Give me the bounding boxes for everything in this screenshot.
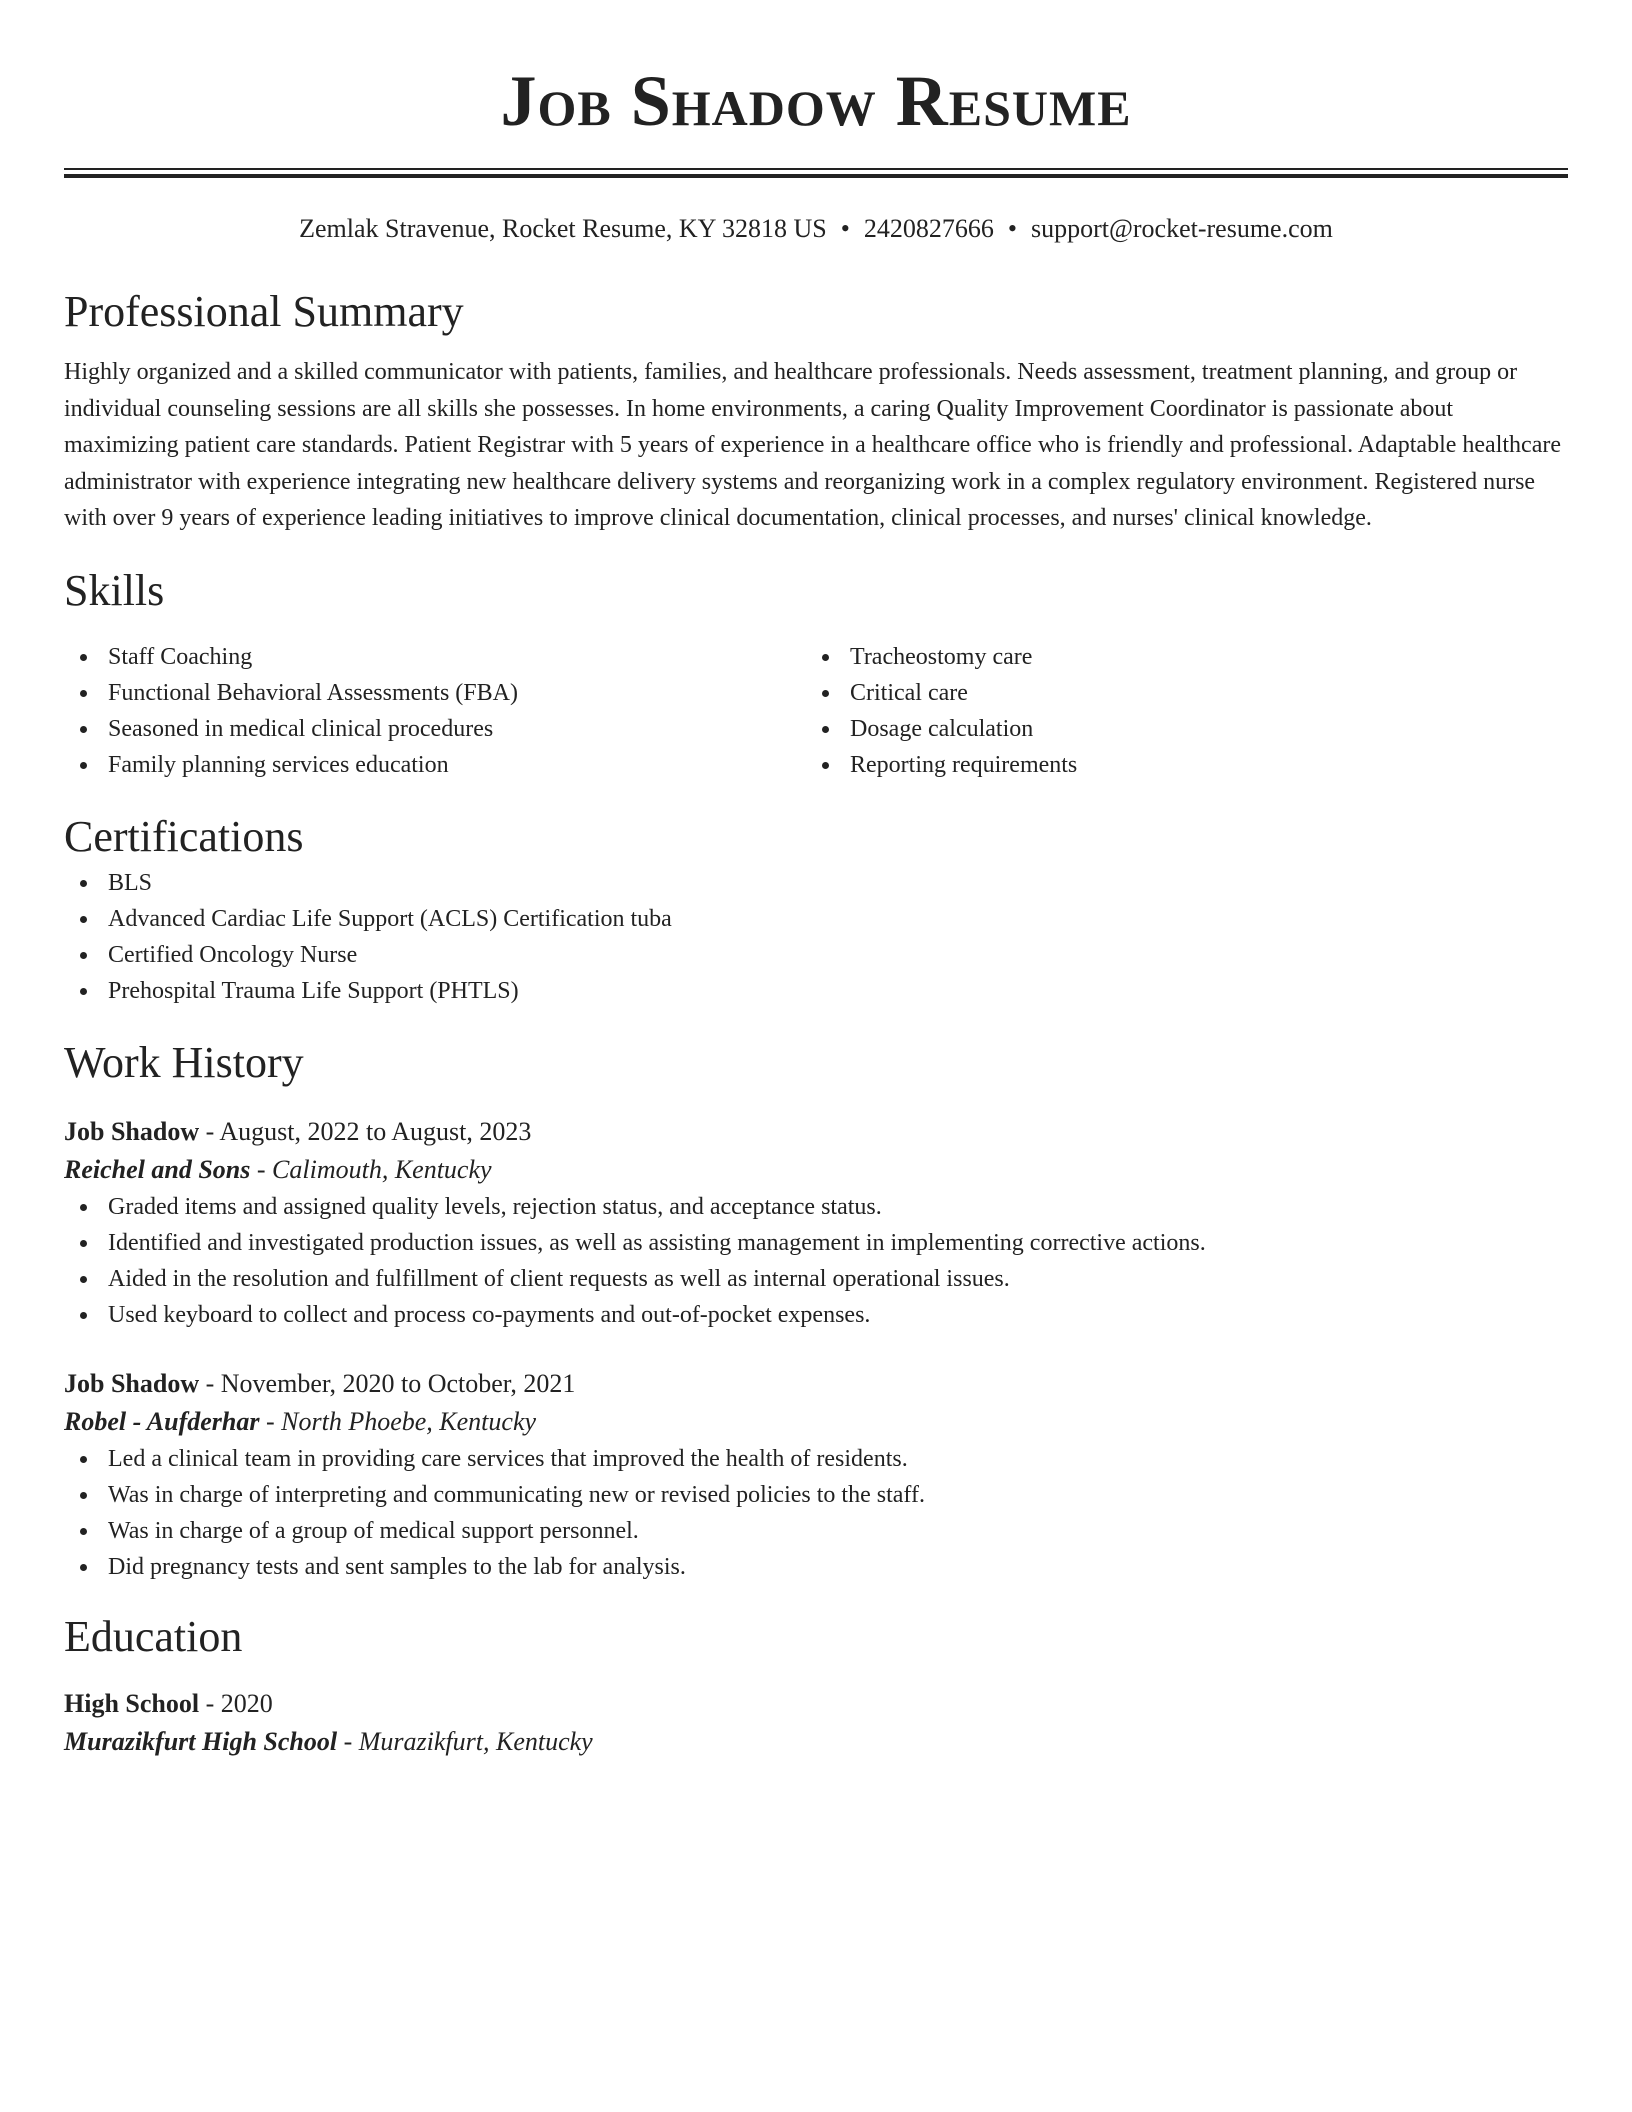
- skill-item: Dosage calculation: [806, 711, 1548, 747]
- skills-heading: Skills: [64, 565, 165, 615]
- skills-column-left: [64, 639, 806, 783]
- education-degree-line: [64, 1685, 1568, 1723]
- job-title-line: [64, 1365, 1568, 1403]
- skill-item: Family planning services education: [64, 747, 806, 783]
- job-duties: [64, 1189, 1568, 1333]
- resume-page: [64, 0, 1568, 1761]
- job-duty: Did pregnancy tests and sent samples to the lab for analysis.: [64, 1549, 1568, 1585]
- contact-separator: •: [840, 214, 850, 243]
- job-duty: Was in charge of interpreting and communicating new or revised policies to the staff.: [64, 1477, 1568, 1513]
- education-year: - 2020: [199, 1688, 273, 1718]
- skill-item: Tracheostomy care: [806, 639, 1548, 675]
- job-duty: Aided in the resolution and fulfillment of client requests as well as internal operational issues.: [64, 1261, 1568, 1297]
- contact-address: Zemlak Stravenue, Rocket Resume, KY 32818 US: [299, 214, 827, 243]
- job-duty: Was in charge of a group of medical support personnel.: [64, 1513, 1568, 1549]
- education-degree: High School: [64, 1688, 200, 1718]
- title-divider: [64, 168, 1568, 178]
- education-location: - Murazikfurt, Kentucky: [337, 1726, 593, 1756]
- skills-list: [64, 639, 1568, 783]
- certifications-list: [64, 865, 1568, 1009]
- job-title: Job Shadow: [64, 1116, 200, 1146]
- job-location: - Calimouth, Kentucky: [250, 1154, 492, 1184]
- job-title-line: [64, 1113, 1568, 1151]
- certification-item: BLS: [64, 865, 1568, 901]
- job-dates: - November, 2020 to October, 2021: [199, 1368, 576, 1398]
- job-duties: [64, 1441, 1568, 1585]
- skill-item: Critical care: [806, 675, 1548, 711]
- job-location: - North Phoebe, Kentucky: [259, 1406, 537, 1436]
- job-dates: - August, 2022 to August, 2023: [199, 1116, 532, 1146]
- skill-item: Reporting requirements: [806, 747, 1548, 783]
- certifications-heading: Certifications: [64, 811, 304, 861]
- skill-item: Functional Behavioral Assessments (FBA): [64, 675, 806, 711]
- skill-item: Staff Coaching: [64, 639, 806, 675]
- job-company: Robel - Aufderhar: [64, 1406, 260, 1436]
- job-duty: Used keyboard to collect and process co-payments and out-of-pocket expenses.: [64, 1297, 1568, 1333]
- work-history-heading: Work History: [64, 1037, 304, 1087]
- skill-item: Seasoned in medical clinical procedures: [64, 711, 806, 747]
- job-entry: [64, 1113, 1568, 1333]
- job-title: Job Shadow: [64, 1368, 200, 1398]
- certification-item: Advanced Cardiac Life Support (ACLS) Certification tuba: [64, 901, 1568, 937]
- contact-separator: •: [1007, 214, 1017, 243]
- certification-item: Prehospital Trauma Life Support (PHTLS): [64, 973, 1568, 1009]
- education-heading: Education: [64, 1611, 243, 1661]
- skills-column-right: [806, 639, 1548, 783]
- job-company: Reichel and Sons: [64, 1154, 251, 1184]
- summary-heading: Professional Summary: [64, 287, 464, 336]
- job-duty: Identified and investigated production issues, as well as assisting management in implementing corrective actions.: [64, 1225, 1568, 1261]
- job-duty: Led a clinical team in providing care services that improved the health of residents.: [64, 1441, 1568, 1477]
- contact-line: [64, 212, 1568, 246]
- education-school-line: [64, 1723, 1568, 1761]
- certification-item: Certified Oncology Nurse: [64, 937, 1568, 973]
- job-duty: Graded items and assigned quality levels, rejection status, and acceptance status.: [64, 1189, 1568, 1225]
- contact-phone: 2420827666: [863, 214, 994, 243]
- summary-text: Highly organized and a skilled communicator with patients, families, and healthcare professionals. Needs assessment, treatment planning, and group or individual counseling sessions are all skills she possesses. In home environments, a caring Quality Improvement Coordinator is passionate about maximizing patient care standards. Patient Registrar with 5 years of experience in a healthcare office who is friendly and professional. Adaptable healthcare administrator with experience integrating new healthcare delivery systems and reorganizing work in a complex regulatory environment. Registered nurse with over 9 years of experience leading initiatives to improve clinical documentation, clinical processes, and nurses' clinical knowledge.: [64, 359, 1561, 531]
- job-entry: [64, 1365, 1568, 1585]
- resume-title: Job Shadow Resume: [500, 61, 1132, 141]
- contact-email: support@rocket-resume.com: [1030, 214, 1333, 243]
- education-school: Murazikfurt High School: [64, 1726, 338, 1756]
- job-company-line: [64, 1151, 1568, 1189]
- job-company-line: [64, 1403, 1568, 1441]
- education-entry: [64, 1685, 1568, 1761]
